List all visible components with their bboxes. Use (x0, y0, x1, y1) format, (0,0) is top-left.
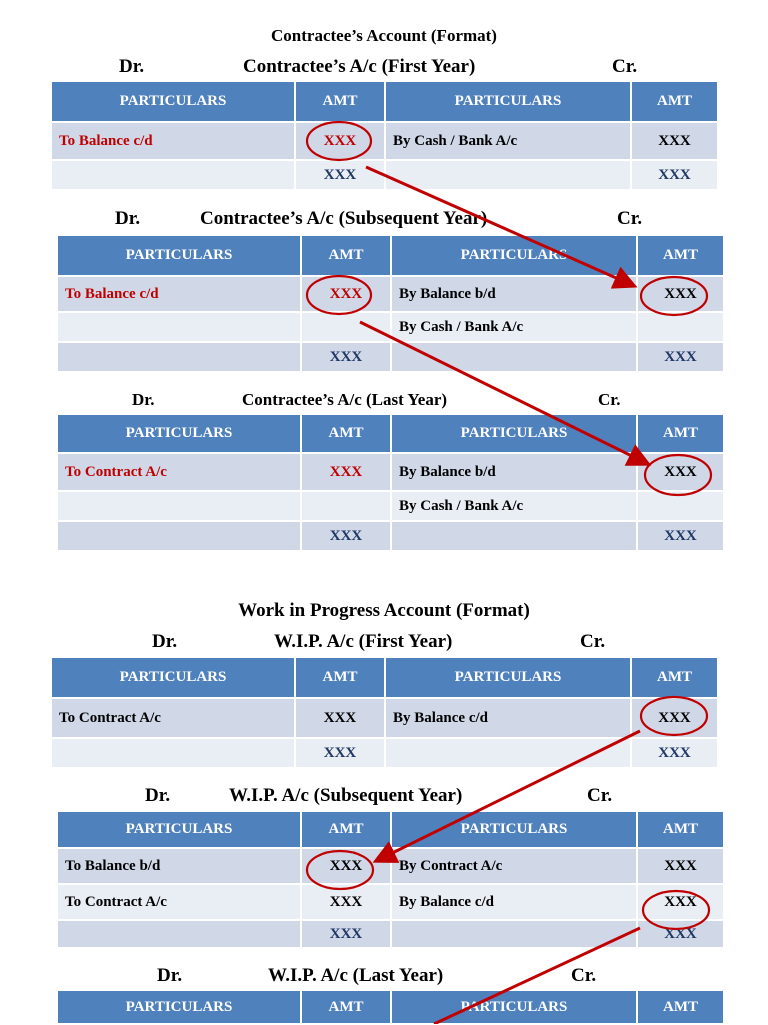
header-particulars-cr: PARTICULARS (391, 812, 637, 848)
cr-particular: By Balance b/d (391, 276, 637, 312)
cr-particular (391, 920, 637, 948)
cr-particular: By Cash / Bank A/c (385, 122, 631, 160)
cr-amount (637, 491, 723, 521)
account-name: Contractee’s A/c (Last Year) (242, 390, 448, 409)
dr-particular (52, 738, 295, 768)
table-row (58, 848, 723, 884)
cr-label: Cr. (587, 785, 613, 806)
table-row (58, 312, 723, 342)
account-name: W.I.P. A/c (Last Year) (268, 965, 444, 986)
header-amt-dr: AMT (301, 812, 391, 848)
dr-amount: XXX (295, 122, 385, 160)
cr-label: Cr. (617, 208, 643, 229)
cr-particular (391, 342, 637, 372)
header-amt-cr: AMT (637, 991, 723, 1024)
dr-particular (58, 312, 301, 342)
dr-particular: To Contract A/c (52, 698, 295, 738)
contractee-first-year-table (52, 82, 717, 191)
wip-subsequent-year-table (58, 812, 723, 949)
contractee-last-year-table (58, 415, 723, 552)
dr-label: Dr. (152, 631, 178, 652)
table-row (52, 698, 717, 738)
dr-total: XXX (295, 160, 385, 190)
header-amt-dr: AMT (295, 658, 385, 698)
cr-total: XXX (631, 160, 717, 190)
dr-label: Dr. (145, 785, 171, 806)
dr-particular: To Contract A/c (58, 884, 301, 920)
table-row (52, 160, 717, 190)
cr-particular (385, 160, 631, 190)
dr-particular (52, 160, 295, 190)
header-amt-cr: AMT (631, 658, 717, 698)
header-particulars-cr: PARTICULARS (385, 82, 631, 122)
dr-particular (58, 521, 301, 551)
cr-amount: XXX (637, 276, 723, 312)
cr-amount: XXX (631, 698, 717, 738)
dr-total: XXX (295, 738, 385, 768)
header-amt-dr: AMT (301, 236, 391, 276)
cr-total: XXX (637, 920, 723, 948)
dr-total: XXX (301, 920, 391, 948)
dr-particular: To Balance b/d (58, 848, 301, 884)
header-particulars-cr: PARTICULARS (391, 236, 637, 276)
header-amt-cr: AMT (637, 812, 723, 848)
header-amt-dr: AMT (295, 82, 385, 122)
header-particulars-dr: PARTICULARS (58, 236, 301, 276)
account-name: Contractee’s A/c (First Year) (243, 56, 476, 77)
dr-amount: XXX (301, 884, 391, 920)
dr-amount: XXX (301, 276, 391, 312)
table-row (58, 491, 723, 521)
dr-particular (58, 920, 301, 948)
table-row (58, 276, 723, 312)
header-amt-cr: AMT (637, 236, 723, 276)
dr-amount (301, 312, 391, 342)
cr-label: Cr. (580, 631, 606, 652)
wip-first-year-table (52, 658, 717, 769)
cr-amount: XXX (631, 122, 717, 160)
header-amt-cr: AMT (631, 82, 717, 122)
dr-label: Dr. (119, 56, 145, 77)
account-name: W.I.P. A/c (Subsequent Year) (229, 785, 463, 806)
cr-particular: By Cash / Bank A/c (391, 312, 637, 342)
header-particulars-cr: PARTICULARS (391, 991, 637, 1024)
table-row (52, 738, 717, 768)
contractee-section-title: Contractee’s Account (Format) (271, 26, 497, 45)
header-particulars-cr: PARTICULARS (391, 415, 637, 453)
wip-section-title: Work in Progress Account (Format) (238, 600, 530, 621)
cr-particular: By Balance c/d (391, 884, 637, 920)
cr-total: XXX (637, 342, 723, 372)
dr-particular (58, 342, 301, 372)
header-particulars-dr: PARTICULARS (52, 82, 295, 122)
contractee-subsequent-year-table (58, 236, 723, 373)
table-row (58, 884, 723, 920)
cr-label: Cr. (598, 390, 621, 409)
dr-particular: To Contract A/c (58, 453, 301, 491)
cr-particular: By Contract A/c (391, 848, 637, 884)
cr-particular: By Cash / Bank A/c (391, 491, 637, 521)
table-row (58, 920, 723, 948)
dr-label: Dr. (157, 965, 183, 986)
header-particulars-dr: PARTICULARS (58, 991, 301, 1024)
cr-amount: XXX (637, 848, 723, 884)
header-particulars-dr: PARTICULARS (58, 812, 301, 848)
dr-amount: XXX (295, 698, 385, 738)
dr-amount: XXX (301, 848, 391, 884)
cr-label: Cr. (612, 56, 638, 77)
cr-total: XXX (631, 738, 717, 768)
dr-label: Dr. (132, 390, 155, 409)
cr-amount: XXX (637, 884, 723, 920)
dr-total: XXX (301, 342, 391, 372)
table-row (58, 342, 723, 372)
account-name: W.I.P. A/c (First Year) (274, 631, 453, 652)
header-particulars-cr: PARTICULARS (385, 658, 631, 698)
dr-particular (58, 491, 301, 521)
header-particulars-dr: PARTICULARS (58, 415, 301, 453)
header-particulars-dr: PARTICULARS (52, 658, 295, 698)
account-name: Contractee’s A/c (Subsequent Year) (200, 208, 488, 229)
dr-total: XXX (301, 521, 391, 551)
dr-amount: XXX (301, 453, 391, 491)
wip-last-year-table (58, 991, 723, 1025)
table-row (58, 521, 723, 551)
cr-total: XXX (637, 521, 723, 551)
cr-particular: By Balance c/d (385, 698, 631, 738)
header-amt-dr: AMT (301, 991, 391, 1024)
dr-particular: To Balance c/d (52, 122, 295, 160)
table-row (58, 453, 723, 491)
cr-particular (385, 738, 631, 768)
cr-label: Cr. (571, 965, 597, 986)
dr-amount (301, 491, 391, 521)
cr-particular (391, 521, 637, 551)
cr-amount (637, 312, 723, 342)
cr-amount: XXX (637, 453, 723, 491)
header-amt-cr: AMT (637, 415, 723, 453)
cr-particular: By Balance b/d (391, 453, 637, 491)
header-amt-dr: AMT (301, 415, 391, 453)
table-row (52, 122, 717, 160)
dr-particular: To Balance c/d (58, 276, 301, 312)
dr-label: Dr. (115, 208, 141, 229)
